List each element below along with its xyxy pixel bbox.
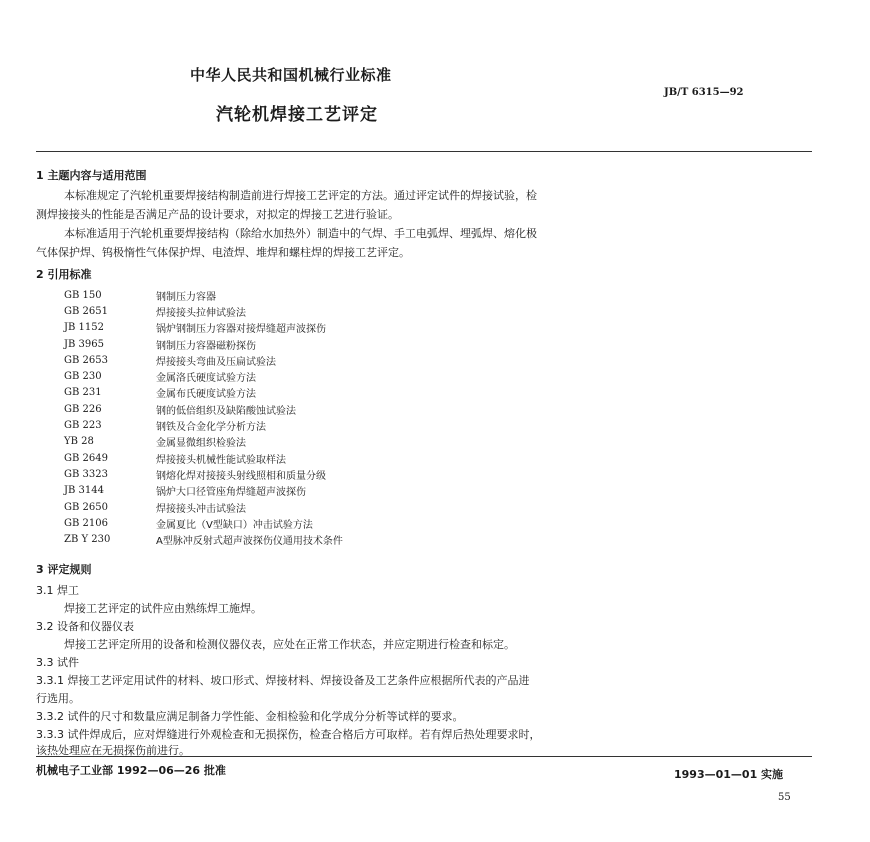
header-divider <box>36 151 812 152</box>
reference-row <box>64 483 584 499</box>
reference-row <box>64 401 584 417</box>
reference-row <box>64 303 584 319</box>
reference-code: JB 3965 <box>64 338 104 350</box>
section-1-paragraph-1-line-1: 本标准规定了汽轮机重要焊接结构制造前进行焊接工艺评定的方法。通过评定试件的焊接试验，检 <box>64 189 537 202</box>
reference-code: GB 2106 <box>64 517 108 529</box>
reference-row <box>64 368 584 384</box>
approval-date: 机械电子工业部 1992—06—26 批准 <box>36 764 226 777</box>
reference-row <box>64 287 584 303</box>
reference-title: 金属洛氏硬度试验方法 <box>156 373 256 385</box>
section-2-heading: 2 引用标准 <box>36 268 92 281</box>
section-3-3-heading: 3.3 试件 <box>36 656 79 669</box>
reference-code: GB 150 <box>64 289 102 301</box>
reference-row <box>64 515 584 531</box>
section-3-2-text: 焊接工艺评定所用的设备和检测仪器仪表，应处在正常工作状态，并应定期进行检查和标定。 <box>64 638 515 651</box>
reference-title: 焊接接头弯曲及压扁试验法 <box>156 356 276 368</box>
reference-code: GB 3323 <box>64 468 108 480</box>
effective-date: 1993—01—01 实施 <box>674 768 784 781</box>
section-3-3-3-line-1: 3.3.3 试件焊成后，应对焊缝进行外观检查和无损探伤，检查合格后方可取样。若有焊后热处理要求时， <box>36 728 541 741</box>
reference-code: GB 2653 <box>64 354 108 366</box>
referenced-standards-list <box>64 287 584 548</box>
reference-code: GB 230 <box>64 371 102 383</box>
document-title: 汽轮机焊接工艺评定 <box>216 105 378 125</box>
reference-code: GB 2651 <box>64 305 108 317</box>
section-1-paragraph-2-line-1: 本标准适用于汽轮机重要焊接结构（除给水加热外）制造中的气焊、手工电弧焊、埋弧焊、熔化极 <box>64 227 537 240</box>
section-3-1-heading: 3.1 焊工 <box>36 584 79 597</box>
reference-row <box>64 466 584 482</box>
reference-row <box>64 531 584 547</box>
reference-row <box>64 336 584 352</box>
section-1-paragraph-1-line-2: 测焊接接头的性能是否满足产品的设计要求，对拟定的焊接工艺进行验证。 <box>36 208 399 221</box>
reference-title: 焊接接头拉伸试验法 <box>156 307 246 319</box>
reference-row <box>64 450 584 466</box>
reference-code: YB 28 <box>64 436 94 448</box>
reference-row <box>64 434 584 450</box>
reference-code: GB 2650 <box>64 501 108 513</box>
reference-title: 锅炉大口径管座角焊缝超声波探伤 <box>156 487 306 499</box>
reference-title: 焊接接头冲击试验法 <box>156 503 246 515</box>
reference-title: 钢的低倍组织及缺陷酸蚀试验法 <box>156 405 296 417</box>
reference-code: ZB Y 230 <box>64 534 111 546</box>
section-3-heading: 3 评定规则 <box>36 563 92 576</box>
section-3-2-heading: 3.2 设备和仪器仪表 <box>36 620 134 633</box>
reference-code: JB 1152 <box>64 322 104 334</box>
reference-code: GB 223 <box>64 420 102 432</box>
section-1-paragraph-2-line-2: 气体保护焊、钨极惰性气体保护焊、电渣焊、堆焊和螺柱焊的焊接工艺评定。 <box>36 246 410 259</box>
section-3-3-3-line-2: 该热处理应在无损探伤前进行。 <box>36 744 190 757</box>
section-3-3-1-line-2: 行选用。 <box>36 692 80 705</box>
reference-title: 金属布氏硬度试验方法 <box>156 389 256 401</box>
reference-title: 焊接接头机械性能试验取样法 <box>156 454 286 466</box>
reference-title: 钢铁及合金化学分析方法 <box>156 422 266 434</box>
reference-code: GB 231 <box>64 387 102 399</box>
section-3-3-1-line-1: 3.3.1 焊接工艺评定用试件的材料、坡口形式、焊接材料、焊接设备及工艺条件应根据所代表的产品进 <box>36 674 530 687</box>
reference-row <box>64 417 584 433</box>
reference-row <box>64 352 584 368</box>
standard-number: JB/T 6315—92 <box>664 87 744 98</box>
reference-row <box>64 499 584 515</box>
reference-title: 钢熔化焊对接接头射线照相和质量分级 <box>156 470 326 482</box>
page-number: 55 <box>778 792 791 803</box>
reference-title: 钢制压力容器 <box>156 291 216 303</box>
reference-title: 金属显微组织检验法 <box>156 438 246 450</box>
footer-divider <box>36 756 812 757</box>
section-3-1-text: 焊接工艺评定的试件应由熟练焊工施焊。 <box>64 602 262 615</box>
reference-title: 锅炉钢制压力容器对接焊缝超声波探伤 <box>156 324 326 336</box>
reference-title: 金属夏比（V型缺口）冲击试验方法 <box>156 519 313 531</box>
reference-code: GB 226 <box>64 403 102 415</box>
reference-row <box>64 385 584 401</box>
reference-code: GB 2649 <box>64 452 108 464</box>
section-1-heading: 1 主题内容与适用范围 <box>36 169 147 182</box>
section-3-3-2: 3.3.2 试件的尺寸和数量应满足制备力学性能、金相检验和化学成分分析等试样的要求。 <box>36 710 464 723</box>
reference-title: A型脉冲反射式超声波探伤仪通用技术条件 <box>156 536 343 548</box>
reference-row <box>64 320 584 336</box>
reference-title: 钢制压力容器磁粉探伤 <box>156 340 256 352</box>
issuing-organization: 中华人民共和国机械行业标准 <box>190 66 392 84</box>
reference-code: JB 3144 <box>64 485 104 497</box>
